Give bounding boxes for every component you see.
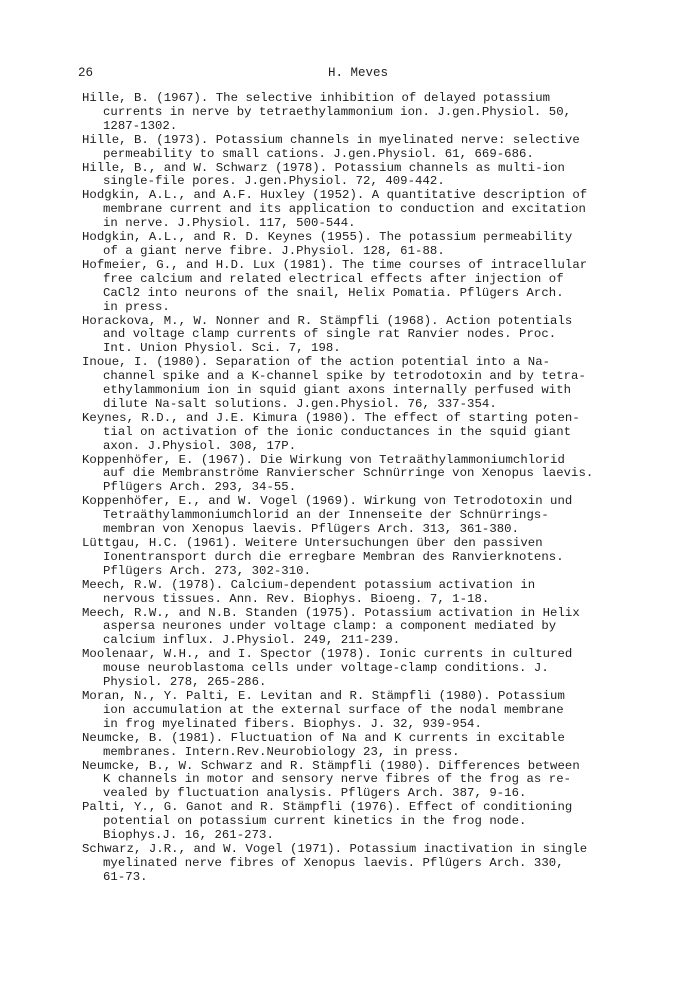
reference-continuation-line: calcium influx. J.Physiol. 249, 211-239. [103, 633, 401, 648]
reference-continuation-line: mouse neuroblastoma cells under voltage-clamp conditions. J. [103, 661, 549, 676]
reference-continuation-line: Pflügers Arch. 293, 34-55. [103, 480, 297, 495]
reference-continuation-line: Physiol. 278, 265-286. [103, 675, 267, 690]
reference-first-line: Meech, R.W. (1978). Calcium-dependent potassium activation in [82, 577, 536, 592]
reference-continuation-line: and voltage clamp currents of single rat Ranvier nodes. Proc. [103, 327, 557, 342]
reference-first-line: Inoue, I. (1980). Separation of the action potential into a Na- [82, 355, 551, 370]
reference-continuation-line: membrane current and its application to conduction and excitation [103, 202, 586, 217]
reference-entry [82, 579, 642, 607]
reference-entry [82, 162, 642, 190]
reference-continuation-line: auf die Membranströme Ranvierscher Schnürringe von Xenopus laevis. [103, 466, 594, 481]
reference-continuation-line: ion accumulation at the external surface of the nodal membrane [103, 702, 564, 717]
reference-first-line: Hodgkin, A.L., and A.F. Huxley (1952). A quantitative description of [82, 188, 588, 203]
reference-entry [82, 843, 642, 885]
reference-entry [82, 607, 642, 649]
reference-first-line: Moran, N., Y. Palti, E. Levitan and R. Stämpfli (1980). Potassium [82, 688, 565, 703]
reference-entry [82, 231, 642, 259]
reference-first-line: Meech, R.W., and N.B. Standen (1975). Potassium activation in Helix [82, 605, 580, 620]
reference-continuation-line: Biophys.J. 16, 261-273. [103, 828, 274, 843]
reference-continuation-line: in frog myelinated fibers. Biophys. J. 32, 939-954. [103, 716, 482, 731]
reference-first-line: Hodgkin, A.L., and R. D. Keynes (1955). The potassium permeability [82, 230, 573, 245]
reference-first-line: Neumcke, B., W. Schwarz and R. Stämpfli (1980). Differences between [82, 758, 580, 773]
reference-first-line: Horackova, M., W. Nonner and R. Stämpfli (1968). Action potentials [82, 313, 573, 328]
reference-first-line: Keynes, R.D., and J.E. Kimura (1980). The effect of starting poten- [82, 410, 580, 425]
reference-first-line: Hofmeier, G., and H.D. Lux (1981). The time courses of intracellular [82, 257, 588, 272]
reference-first-line: Schwarz, J.R., and W. Vogel (1971). Potassium inactivation in single [82, 841, 588, 856]
reference-entry [82, 356, 642, 412]
reference-continuation-line: vealed by fluctuation analysis. Pflügers Arch. 387, 9-16. [103, 786, 527, 801]
reference-continuation-line: in nerve. J.Physiol. 117, 500-544. [103, 216, 356, 231]
reference-continuation-line: 1287-1302. [103, 118, 178, 133]
reference-continuation-line: axon. J.Physiol. 308, 17P. [103, 438, 297, 453]
reference-first-line: Neumcke, B. (1981). Fluctuation of Na and K currents in excitable [82, 730, 565, 745]
reference-first-line: Lüttgau, H.C. (1961). Weitere Untersuchungen über den passiven [82, 536, 543, 550]
reference-entry [82, 412, 642, 454]
reference-first-line: Hille, B., and W. Schwarz (1978). Potassium channels as multi-ion [82, 160, 565, 175]
reference-entry [82, 92, 642, 134]
reference-continuation-line: in press. [103, 299, 170, 314]
reference-continuation-line: aspersa neurones under voltage clamp: a component mediated by [103, 619, 557, 634]
reference-first-line: Koppenhöfer, E., and W. Vogel (1969). Wirkung von Tetrodotoxin und [82, 494, 573, 509]
reference-first-line: Palti, Y., G. Ganot and R. Stämpfli (1976). Effect of conditioning [82, 800, 573, 815]
reference-continuation-line: tial on activation of the ionic conductances in the squid giant [103, 424, 572, 439]
reference-continuation-line: permeability to small cations. J.gen.Physiol. 61, 669-686. [103, 146, 534, 161]
page-number: 26 [78, 66, 94, 80]
reference-continuation-line: membranes. Intern.Rev.Neurobiology 23, in press. [103, 744, 460, 759]
reference-continuation-line: nervous tissues. Ann. Rev. Biophys. Bioeng. 7, 1-18. [103, 591, 490, 606]
reference-continuation-line: ethylammonium ion in squid giant axons internally perfused with [103, 383, 572, 398]
reference-first-line: Moolenaar, W.H., and I. Spector (1978). Ionic currents in cultured [82, 647, 573, 662]
reference-entry [82, 454, 642, 496]
reference-continuation-line: Tetraäthylammoniumchlorid an der Innenseite der Schnürrings- [103, 508, 549, 523]
reference-continuation-line: Ionentransport durch die erregbare Membran des Ranvierknotens. [103, 549, 564, 564]
reference-continuation-line: myelinated nerve fibres of Xenopus laevis. Pflügers Arch. 330, [103, 855, 564, 870]
reference-continuation-line: 61-73. [103, 869, 148, 884]
reference-continuation-line: free calcium and related electrical effects after injection of [103, 271, 564, 286]
reference-continuation-line: Int. Union Physiol. Sci. 7, 198. [103, 341, 341, 356]
page-header [78, 66, 620, 82]
reference-entry [82, 690, 642, 732]
reference-entry [82, 495, 642, 537]
reference-continuation-line: Pflügers Arch. 273, 302-310. [103, 563, 312, 578]
reference-continuation-line: membran von Xenopus laevis. Pflügers Arch. 313, 361-380. [103, 522, 520, 537]
reference-entry [82, 801, 642, 843]
reference-entry [82, 134, 642, 162]
reference-list [82, 92, 642, 885]
reference-continuation-line: channel spike and a K-channel spike by tetrodotoxin and by tetra- [103, 369, 586, 384]
reference-first-line: Hille, B. (1967). The selective inhibition of delayed potassium [82, 91, 551, 105]
reference-continuation-line: currents in nerve by tetraethylammonium ion. J.gen.Physiol. 50, [103, 104, 572, 119]
reference-entry [82, 315, 642, 357]
reference-entry [82, 732, 642, 760]
reference-entry [82, 259, 642, 315]
reference-first-line: Hille, B. (1973). Potassium channels in myelinated nerve: selective [82, 132, 580, 147]
reference-continuation-line: K channels in motor and sensory nerve fibres of the frog as re- [103, 772, 572, 787]
reference-entry [82, 537, 642, 579]
running-head: H. Meves [328, 66, 389, 80]
reference-entry [82, 760, 642, 802]
reference-continuation-line: dilute Na-salt solutions. J.gen.Physiol. 76, 337-354. [103, 396, 497, 411]
reference-continuation-line: of a giant nerve fibre. J.Physiol. 128, 61-88. [103, 243, 445, 258]
reference-entry [82, 648, 642, 690]
reference-first-line: Koppenhöfer, E. (1967). Die Wirkung von Tetraäthylammoniumchlorid [82, 452, 565, 467]
reference-continuation-line: CaCl2 into neurons of the snail, Helix Pomatia. Pflügers Arch. [103, 285, 564, 300]
reference-entry [82, 189, 642, 231]
reference-continuation-line: potential on potassium current kinetics in the frog node. [103, 814, 527, 829]
reference-continuation-line: single-file pores. J.gen.Physiol. 72, 409-442. [103, 174, 445, 189]
